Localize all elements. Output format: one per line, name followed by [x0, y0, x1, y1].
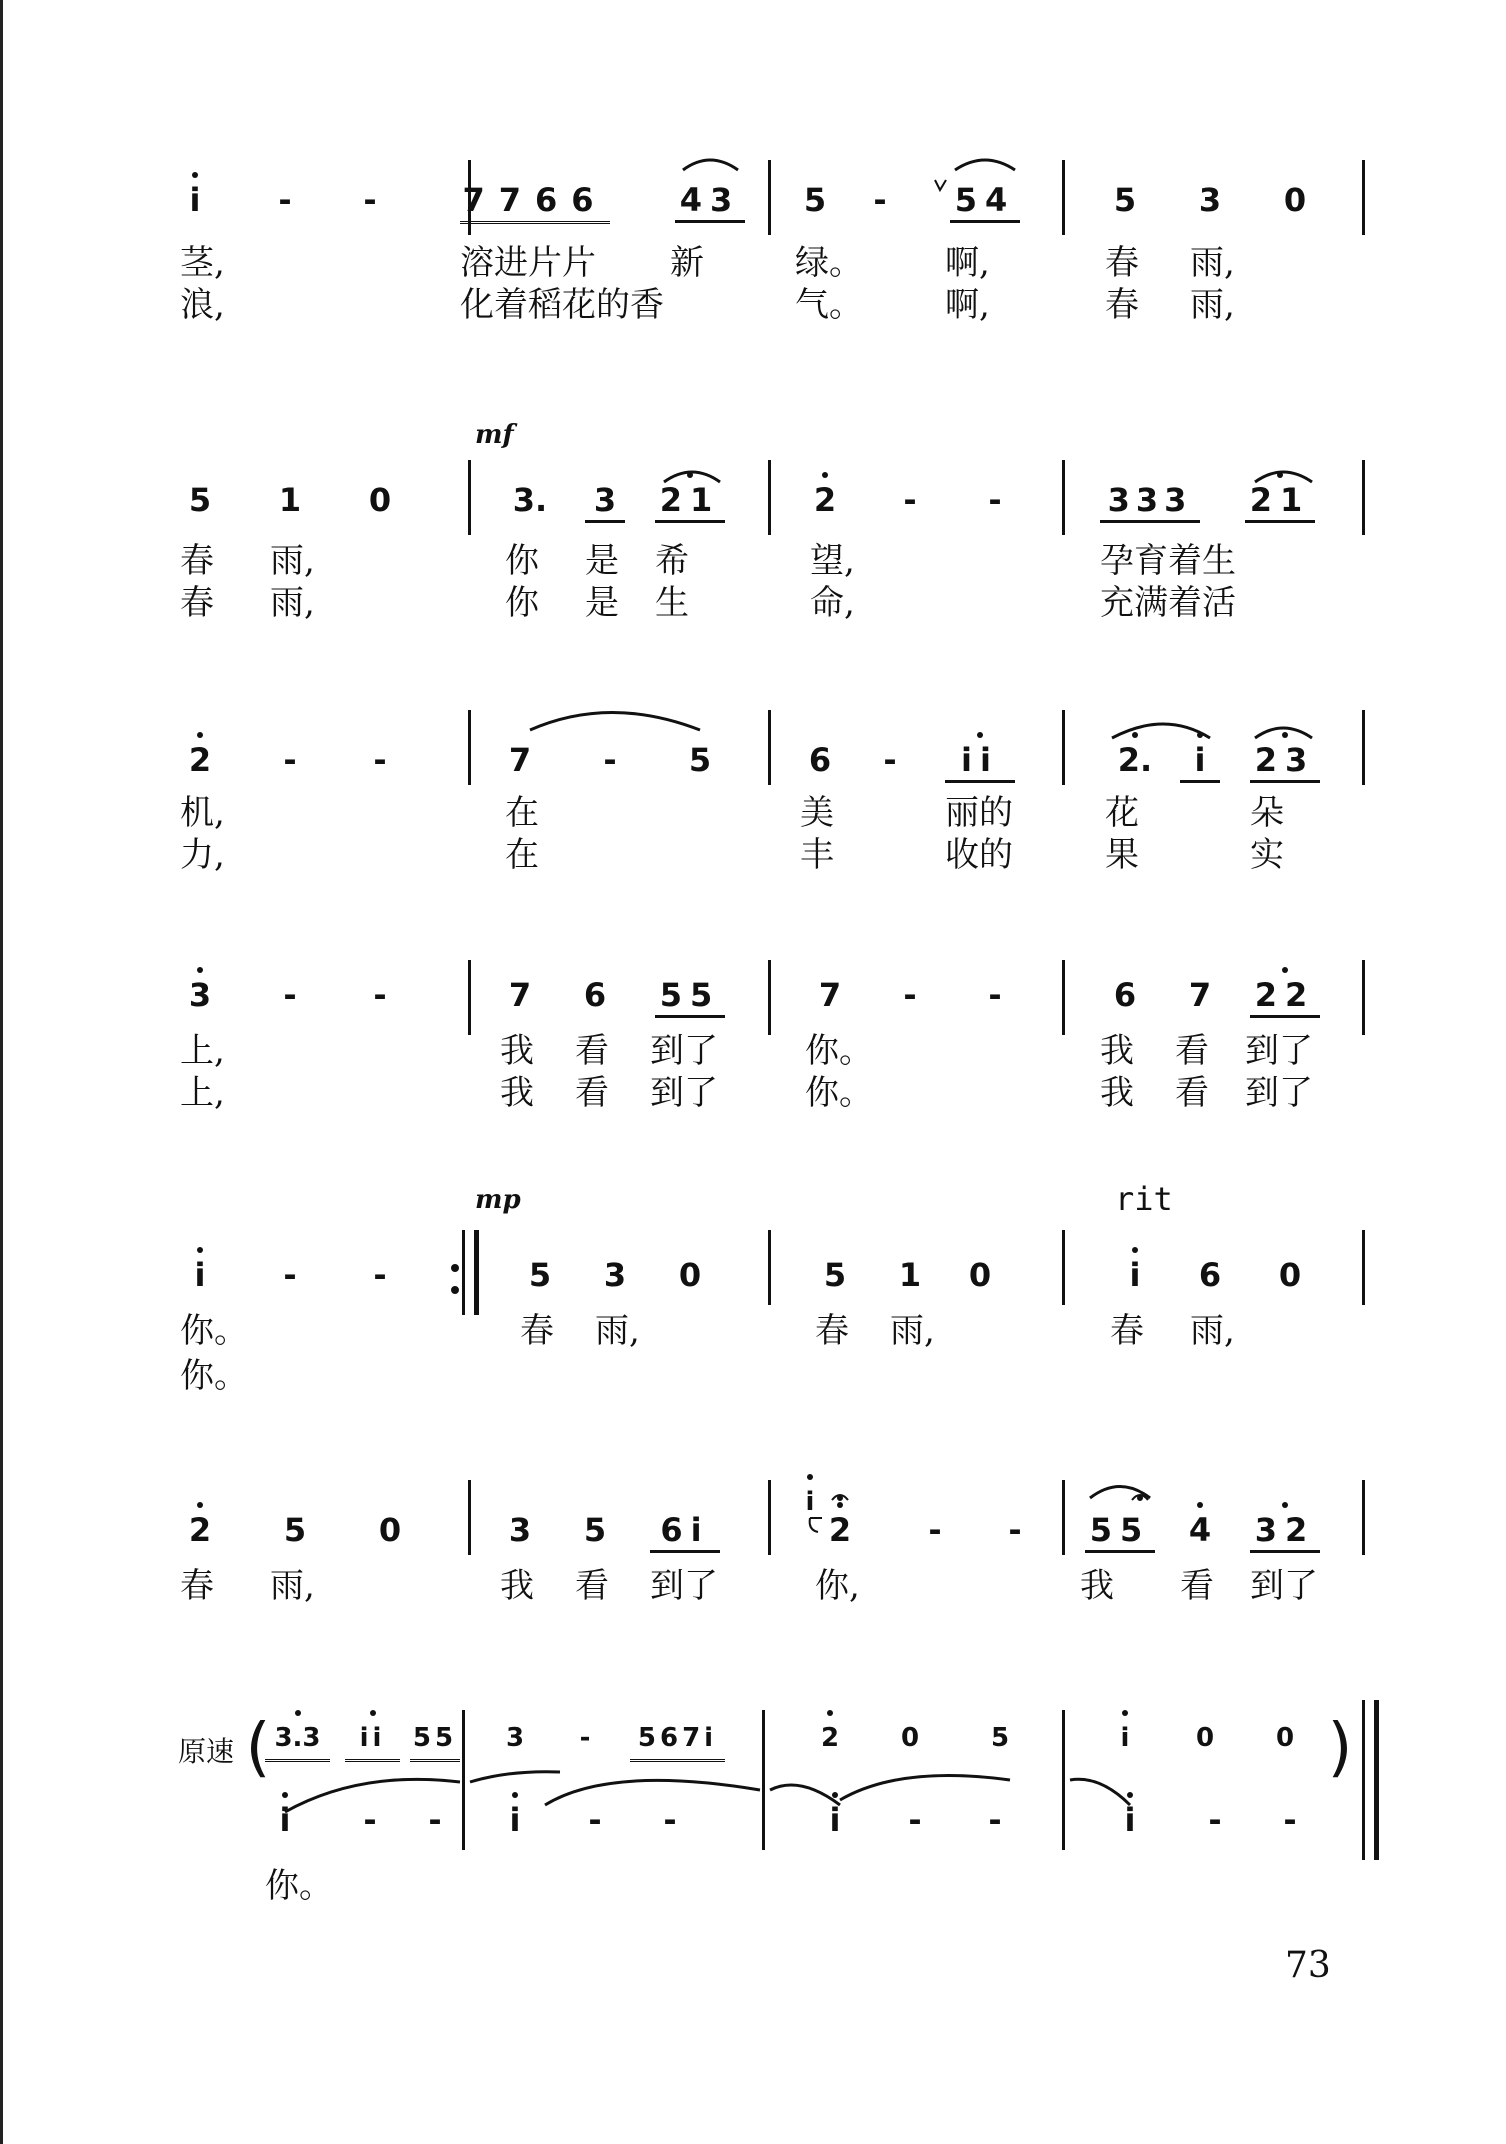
repeat-dot: [452, 1265, 458, 1271]
lyric: 上,: [180, 1031, 225, 1071]
lyric: 雨,: [270, 583, 315, 623]
note: -: [1208, 1801, 1222, 1839]
lyric: 春: [180, 583, 214, 623]
note: 2: [820, 1510, 860, 1550]
note: 2: [805, 480, 845, 520]
note: 7: [508, 976, 532, 1014]
note: 0: [1283, 181, 1307, 219]
note: 0: [678, 1256, 702, 1294]
lyric: 春: [1105, 243, 1139, 283]
lyric: 你。: [805, 1031, 873, 1071]
lyric: 看: [575, 1566, 609, 1606]
lyric: 在: [505, 793, 539, 833]
note: 6: [1113, 976, 1137, 1014]
lyric: 你。: [180, 1356, 248, 1396]
note: 5: [583, 1511, 607, 1549]
slur: [545, 1780, 760, 1805]
note-group: 22: [1250, 975, 1320, 1018]
note: 7: [508, 741, 532, 779]
lyric: 上,: [180, 1073, 225, 1113]
note: -: [663, 1801, 677, 1839]
repeat-dot: [452, 1287, 458, 1293]
lyric: 看: [1175, 1031, 1209, 1071]
note: -: [278, 181, 292, 219]
dynamic-mark: mp: [475, 1185, 521, 1215]
lyric: 你: [505, 583, 539, 623]
page-number: 73: [1285, 1945, 1331, 1986]
note-group: 32: [1250, 1510, 1320, 1553]
lyric: 我: [500, 1566, 534, 1606]
lyric: 你: [505, 541, 539, 581]
lyric: 到了: [650, 1566, 718, 1606]
note: 6: [808, 741, 832, 779]
open-paren: (: [245, 1711, 271, 1785]
note: 1: [278, 481, 302, 519]
grace-note: i: [795, 1482, 825, 1522]
slur: [955, 160, 1015, 170]
lyric: 我: [1080, 1566, 1114, 1606]
lyric: 是: [585, 541, 619, 581]
lyric: 溶进片片: [460, 243, 596, 283]
note: 0: [1195, 1723, 1215, 1753]
note: 7: [1188, 976, 1212, 1014]
lyric: 是: [585, 583, 619, 623]
note: -: [363, 181, 377, 219]
note: 3: [505, 1723, 525, 1753]
lyric: 朵: [1250, 793, 1284, 833]
note: -: [579, 1723, 591, 1753]
lyric: 到了: [1245, 1031, 1313, 1071]
note: 5: [1113, 181, 1137, 219]
lyric: 到了: [1250, 1566, 1318, 1606]
note: 6: [583, 976, 607, 1014]
lyric: 你,: [815, 1566, 860, 1606]
lyric: 我: [1100, 1031, 1134, 1071]
note: 5: [803, 181, 827, 219]
lyric: 力,: [180, 835, 225, 875]
lyric: 浪,: [180, 285, 225, 325]
lyric: 看: [575, 1031, 609, 1071]
note: 5: [283, 1511, 307, 1549]
slur: [664, 472, 720, 482]
note: i: [1115, 1255, 1155, 1295]
lyric: 雨,: [270, 1566, 315, 1606]
note: 0: [368, 481, 392, 519]
lyric: 看: [1175, 1073, 1209, 1113]
note: -: [873, 181, 887, 219]
slur: [470, 1772, 560, 1782]
note: -: [588, 1801, 602, 1839]
note: 5: [188, 481, 212, 519]
lyric: 春: [180, 541, 214, 581]
note: 3: [585, 480, 625, 523]
note: 5: [990, 1723, 1010, 1753]
lyric: 实: [1250, 835, 1284, 875]
note: 3.: [512, 481, 548, 519]
note: -: [283, 1256, 297, 1294]
lyric: 化着稻花的香: [460, 285, 664, 325]
note: 4: [1180, 1510, 1220, 1550]
lyric: 你。: [805, 1073, 873, 1113]
note: 3: [508, 1511, 532, 1549]
note: -: [903, 976, 917, 1014]
note: -: [903, 481, 917, 519]
note: -: [428, 1801, 442, 1839]
lyric: 啊,: [945, 243, 990, 283]
note-group: ii: [945, 740, 1015, 783]
note: 2.: [1105, 740, 1165, 780]
note-group: 6i: [650, 1510, 720, 1553]
lyric: 希: [655, 541, 689, 581]
note-group: 7766: [460, 180, 610, 224]
note-group: 55: [410, 1718, 460, 1762]
note: -: [883, 741, 897, 779]
lyric: 生: [655, 583, 689, 623]
lyric: 到了: [1245, 1073, 1313, 1113]
lyric: 美: [800, 793, 834, 833]
note: -: [908, 1801, 922, 1839]
fermata-dot: [838, 1496, 842, 1500]
lyric: 收的: [945, 835, 1013, 875]
lyric: 到了: [650, 1031, 718, 1071]
lyric: 机,: [180, 793, 225, 833]
tempo-mark: rit: [1115, 1180, 1173, 1218]
note: 3: [603, 1256, 627, 1294]
note: 2: [180, 1510, 220, 1550]
lyric: 雨,: [890, 1311, 935, 1351]
lyric: 气。: [795, 285, 863, 325]
note: 1: [898, 1256, 922, 1294]
note: 0: [968, 1256, 992, 1294]
note: -: [373, 1256, 387, 1294]
note: 0: [378, 1511, 402, 1549]
note: 6: [1198, 1256, 1222, 1294]
note: 0: [1278, 1256, 1302, 1294]
lyric: 春: [1110, 1311, 1144, 1351]
note: -: [988, 1801, 1002, 1839]
note: 2: [810, 1718, 850, 1758]
tempo-label: 原速: [178, 1735, 235, 1768]
lyric: 雨,: [1190, 285, 1235, 325]
slur: [530, 713, 700, 731]
note-group: 567i: [630, 1718, 725, 1762]
note-group: 333: [1100, 480, 1200, 523]
lyric: 丽的: [945, 793, 1013, 833]
lyric: 在: [505, 835, 539, 875]
lyric: 春: [1105, 285, 1139, 325]
note: i: [1110, 1800, 1150, 1840]
note: 7: [818, 976, 842, 1014]
lyric: 果: [1105, 835, 1139, 875]
slur: [683, 160, 738, 170]
note: -: [283, 976, 297, 1014]
note: -: [603, 741, 617, 779]
lyric: 看: [575, 1073, 609, 1113]
slur: [1070, 1779, 1130, 1805]
note-group: 23: [1250, 740, 1320, 783]
slur: [1255, 728, 1312, 738]
dynamic-mark: mf: [475, 420, 514, 450]
note: 3: [1198, 181, 1222, 219]
note-group: 55: [1085, 1510, 1155, 1553]
lyric: 你。: [180, 1311, 248, 1351]
note: 5: [823, 1256, 847, 1294]
note-group: 54: [950, 180, 1020, 223]
note: i: [815, 1800, 855, 1840]
note: -: [373, 976, 387, 1014]
note: 2: [180, 740, 220, 780]
lyric: 春: [180, 1566, 214, 1606]
lyric: 丰: [800, 835, 834, 875]
note: -: [1283, 1801, 1297, 1839]
lyric: 春: [815, 1311, 849, 1351]
slur: [770, 1785, 840, 1805]
lyric: 我: [500, 1073, 534, 1113]
lyric: 啊,: [945, 285, 990, 325]
lyric: 绿。: [795, 243, 863, 283]
note: 0: [1275, 1723, 1295, 1753]
note-group: 21: [1245, 480, 1315, 523]
lyric: 到了: [650, 1073, 718, 1113]
lyric: 春: [520, 1311, 554, 1351]
note: -: [363, 1801, 377, 1839]
note: -: [928, 1511, 942, 1549]
note: i: [1105, 1718, 1145, 1758]
slur: [1255, 472, 1312, 482]
note-group: 21: [655, 480, 725, 523]
lyric: 充满着活: [1100, 583, 1236, 623]
lyric: 我: [500, 1031, 534, 1071]
lyric: 新: [670, 243, 704, 283]
breath-mark: [935, 180, 946, 190]
lyric: 雨,: [270, 541, 315, 581]
note: i: [495, 1800, 535, 1840]
note: -: [373, 741, 387, 779]
note: i: [180, 1255, 220, 1295]
note: -: [283, 741, 297, 779]
note: i: [1180, 740, 1220, 783]
note: i: [265, 1800, 305, 1840]
note-group: 55: [655, 975, 725, 1018]
note: -: [1008, 1511, 1022, 1549]
lyric: 孕育着生: [1100, 541, 1236, 581]
note: i: [175, 180, 215, 220]
lyric: 雨,: [1190, 1311, 1235, 1351]
lyric: 花: [1105, 793, 1139, 833]
note-group: 43: [675, 180, 745, 223]
lyric: 你。: [265, 1866, 333, 1906]
grace-stroke: [810, 1518, 822, 1532]
fermata-dot: [1138, 1496, 1142, 1500]
lyric: 命,: [810, 583, 855, 623]
note-group: 3.3: [265, 1718, 330, 1762]
slur: [1112, 724, 1210, 738]
slur: [285, 1779, 460, 1812]
note: 5: [528, 1256, 552, 1294]
lyric: 看: [1180, 1566, 1214, 1606]
lyric: 茎,: [180, 243, 225, 283]
note: 3: [180, 975, 220, 1015]
note-group: ii: [345, 1718, 400, 1762]
close-paren: ): [1327, 1711, 1353, 1785]
note: 5: [688, 741, 712, 779]
lyric: 我: [1100, 1073, 1134, 1113]
slur: [840, 1776, 1010, 1801]
lyric: 望,: [810, 541, 855, 581]
note: 0: [900, 1723, 920, 1753]
lyric: 雨,: [1190, 243, 1235, 283]
lyric: 雨,: [595, 1311, 640, 1351]
note: -: [988, 481, 1002, 519]
note: -: [988, 976, 1002, 1014]
